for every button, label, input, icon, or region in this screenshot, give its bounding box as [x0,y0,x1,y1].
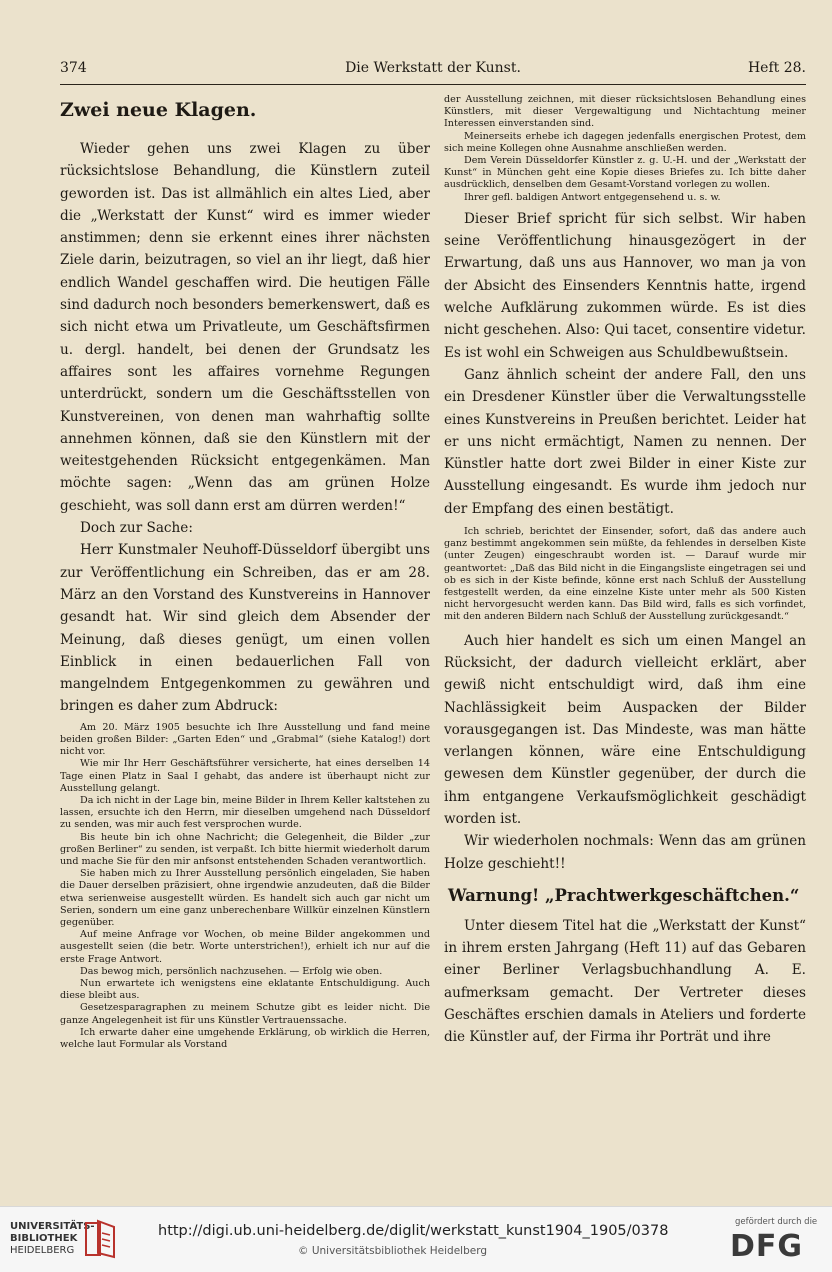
letter-paragraph: Gesetzesparagraphen zu meinem Schutze gibt es leider nicht. Die ganze Angelegenheit ist für uns Künstler Vertrauenssache. [60,1002,430,1026]
library-logo-icon [84,1219,118,1259]
paragraph: Auch hier handelt es sich um einen Mangel an Rücksicht, der dadurch vielleicht erklärt, aber gewiß nicht entschuldigt wird, daß ihm eine Nachlässigkeit beim Auspacken der Bilder vorausgegangen ist. Das Mindeste, was man hätte verlangen können, wäre eine Entschuldigung gewesen dem Künstler gegenüber, der durch die ihm entgangene Verkaufsmöglichkeit geschädigt worden ist. [444,632,806,827]
letter-paragraph: Wie mir Ihr Herr Geschäftsführer versicherte, hat eines derselben 14 Tage einen Platz in Saal I gehabt, das andere ist überhaupt nicht zur Ausstellung gelangt. [60,758,430,794]
letter-paragraph: der Ausstellung zeichnen, mit dieser rücksichtslosen Behandlung eines Künstlers, mit dieser Vergewaltigung und Nichtachtung meiner Interessen einverstanden sind. [444,94,806,130]
article-heading: Zwei neue Klagen. [60,99,257,121]
paragraph: Dieser Brief spricht für sich selbst. Wir haben seine Veröffentlichung hinausgezögert in der Erwartung, daß uns aus Hannover, wo man ja von der Absicht des Einsenders Kenntnis hatte, irgend welche Aufklärung zukommen würde. Es ist dies nicht geschehen. Also: Qui tacet, consentire videtur. Es ist wohl ein Schweigen aus Schuldbewußtsein. [444,210,806,361]
paragraph: Unter diesem Titel hat die „Werkstatt der Kunst“ in ihrem ersten Jahrgang (Heft 11) auf das Gebaren einer Berliner Verlagsbuchhandlung A. E. aufmerksam gemacht. Der Vertreter dieses Geschäftes erschien damals in Ateliers und forderte die Künstler auf, der Firma ihr Porträt und ihre [444,917,806,1046]
paragraph: Ganz ähnlich scheint der andere Fall, den uns ein Dresdener Künstler über die Verwaltungsstelle eines Kunstvereins in Preußen berichtet. Leider hat er uns nicht ermächtigt, Namen zu nennen. Der Künstler hatte dort zwei Bilder in einer Kiste zur Ausstellung eingesandt. Es wurde ihm jedoch nur der Empfang des einen bestätigt. [444,366,806,517]
letter-paragraph: Ich erwarte daher eine umgehende Erklärung, ob wirklich die Herren, welche laut Formular als Vorstand [60,1026,430,1050]
header-rule [60,84,806,85]
letter-paragraph: Ihrer gefl. baldigen Antwort entgegensehend u. s. w. [464,191,721,203]
dfg-logo: DFG [730,1229,804,1264]
article-heading: Warnung! „Prachtwerkgeschäftchen.“ [448,885,800,905]
letter-paragraph: Nun erwartete ich wenigstens eine eklatante Entschuldigung. Auch diese bleibt aus. [60,977,430,1002]
left-column [60,92,430,1167]
letter-paragraph: Da ich nicht in der Lage bin, meine Bilder in Ihrem Keller kaltstehen zu lassen, ersuchte ich den Herrn, mir dieselben umgehend nach Düsseldorf zu senden, was mir auch fest versprochen wurde. [60,794,430,831]
funding-caption: gefördert durch die [735,1217,818,1227]
journal-title: Die Werkstatt der Kunst. [345,60,521,76]
letter-paragraph: Das bewog mich, persönlich nachzusehen. — Erfolg wie oben. [80,965,383,977]
right-column [444,94,806,1169]
page-number: 374 [60,60,87,76]
paragraph: Herr Kunstmaler Neuhoff-Düsseldorf übergibt uns zur Veröffentlichung ein Schreiben, das er am 28. März an den Vorstand des Kunstvereins in Hannover gesandt hat. Wir sind gleich dem Absender der Meinung, daß dieses genügt, um einen vollen Einblick in einen bedauerlichen Fall von mangelndem Entgegenkommen zu gewähren und bringen es daher zum Abdruck: [60,542,430,715]
letter-paragraph: Dem Verein Düsseldorfer Künstler z. g. U.-H. und der „Werkstatt der Kunst“ in München geht eine Kopie dieses Briefes zu. Ich bitte daher ausdrücklich, denselben dem Gesamt-Vorstand vorlegen zu wollen. [444,155,806,191]
paragraph: Wieder gehen uns zwei Klagen zu über rücksichtslose Behandlung, die Künstlern zuteil geworden ist. Das ist allmählich ein altes Lied, aber die „Werkstatt der Kunst“ wird es immer wieder anstimmen; denn sie erkennt eines ihrer nächsten Ziele darin, beizutragen, so viel an ihr liegt, daß hier endlich Wandel geschaffen wird. Die heutigen Fälle sind dadurch noch besonders bemerkenswert, daß es sich nicht etwa um Privatleute, um Geschäftsfirmen u. dergl. handelt, bei denen der Grundsatz les affaires sont les affaires vornehme Regungen unterdrückt, sondern um die Geschäftsstellen von Kunstvereinen, von denen man wahrhaftig sollte annehmen können, daß sie den Künstlern mit der weitestgehenden Rücksicht entgegenkämen. Man möchte sagen: „Wenn das am grünen Holze geschieht, was soll dann erst am dürren werden!“ [60,141,430,514]
viewer-footer [0,1206,832,1272]
letter-paragraph: Ich schrieb, berichtet der Einsender, sofort, daß das andere auch ganz bestimmt angekommen sein müßte, da fehlendes in derselben Kiste (unter Zeugen) eingeschraubt worden ist. — Darauf wurde mir geantwortet: „Daß das Bild nicht in die Eingangsliste eingetragen sei und ob es sich in der Kiste befinde, könne erst nach Schluß der Ausstellung festgestellt werden, da eine einzelne Kiste unter mehr als 500 Kisten nicht hervorgesucht werden kann. Das Bild wird, falls es sich vorfindet, mit den anderen Bildern nach Schluß der Ausstellung zurückgesandt.“ [444,525,806,623]
letter-paragraph: Sie haben mich zu Ihrer Ausstellung persönlich eingeladen, Sie haben die Dauer derselben präzisiert, ohne irgendwie anzudeuten, daß die Bilder etwa serienweise ausgestellt würden. Es handelt sich auch gar nicht um Serien, sondern um eine ganz unberechenbare Willkür einzelnen Künstlern gegenüber. [60,868,430,928]
permalink-url[interactable]: http://digi.ub.uni-heidelberg.de/diglit/werkstatt_kunst1904_1905/0378 [158,1223,669,1239]
paragraph: Doch zur Sache: [80,520,193,537]
running-header [60,60,806,82]
paragraph: Wir wiederholen nochmals: Wenn das am grünen Holze geschieht!! [444,833,806,872]
letter-paragraph: Bis heute bin ich ohne Nachricht; die Gelegenheit, die Bilder „zur großen Berliner“ zu senden, ist verpaßt. Ich bitte hiermit wiederholt darum und mache Sie für den mir anfsonst entstehenden Schaden verantwortlich. [60,831,430,867]
letter-paragraph: Auf meine Anfrage vor Wochen, ob meine Bilder angekommen und ausgestellt seien (die betr. Worte unterstrichen!), erhielt ich nur auf die erste Frage Antwort. [60,929,430,965]
letter-paragraph: Meinerseits erhebe ich dagegen jedenfalls energischen Protest, dem sich meine Kollegen ohne Ausnahme anschließen werden. [444,130,806,154]
issue-number: Heft 28. [747,60,806,76]
copyright-text: © Universitätsbibliothek Heidelberg [298,1245,488,1257]
letter-paragraph: Am 20. März 1905 besuchte ich Ihre Ausstellung und fand meine beiden großen Bilder: „Garten Eden“ und „Grabmal“ (siehe Katalog!) dort nicht vor. [60,721,430,758]
library-name: UNIVERSITÄTS- BIBLIOTHEK HEIDELBERG [10,1221,95,1256]
